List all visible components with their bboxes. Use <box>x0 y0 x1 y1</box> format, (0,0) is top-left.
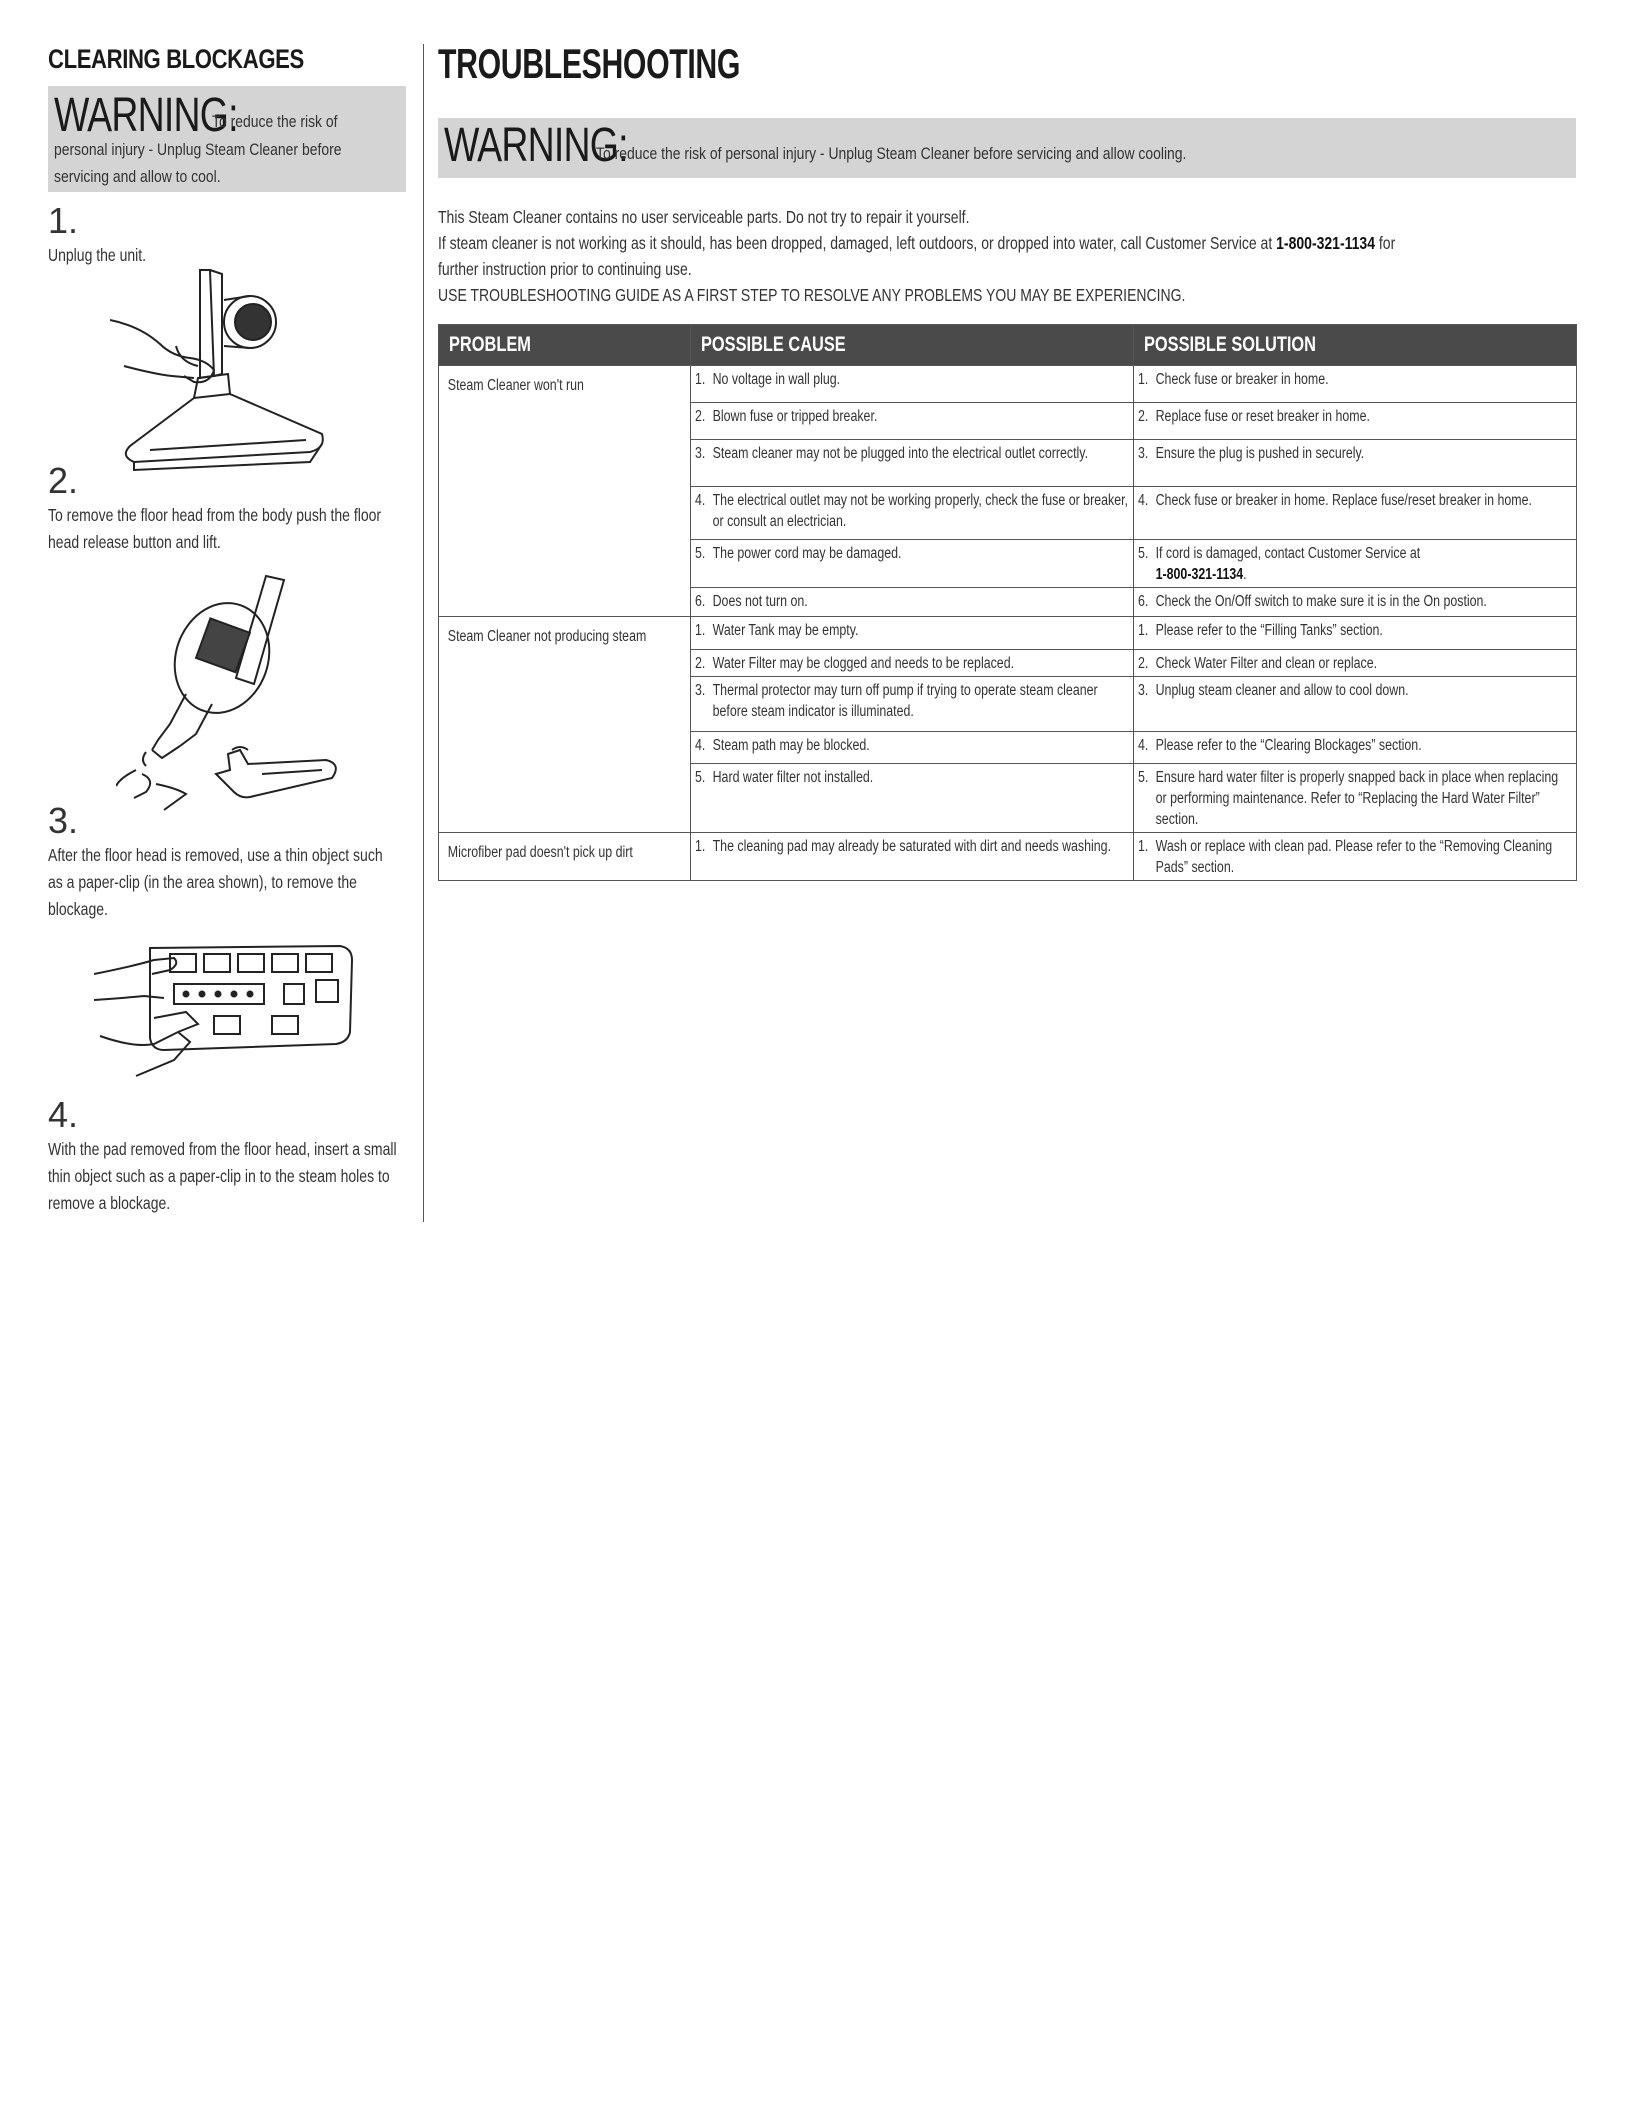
right-warning-text: To reduce the risk of personal injury - Unplug Steam Cleaner before servicing and allow cooling. <box>596 144 1187 163</box>
step-4-number: 4. <box>48 1094 79 1135</box>
cause-cell: 2. Blown fuse or tripped breaker. <box>691 403 1134 440</box>
cause-cell: 4. The electrical outlet may not be working properly, check the fuse or breaker, or consult an electrician. <box>691 487 1134 540</box>
solution-cell: 3. Ensure the plug is pushed in securely. <box>1134 440 1577 487</box>
solution-cell: 1. Please refer to the “Filling Tanks” section. <box>1134 617 1577 650</box>
header-problem: PROBLEM <box>439 325 691 366</box>
left-warning-text: personal injury - Unplug Steam Cleaner before servicing and allow to cool. <box>54 140 342 186</box>
floor-head-removal-illustration <box>116 574 346 814</box>
step-2-number: 2. <box>48 460 79 501</box>
troubleshooting-intro <box>438 204 1558 308</box>
solution-cell: 6. Check the On/Off switch to make sure it is in the On postion. <box>1134 588 1577 617</box>
problem-cell: Microfiber pad doesn't pick up dirt <box>439 833 691 881</box>
step-4-text: With the pad removed from the floor head, insert a small thin object such as a paper-clip in to the steam holes to remove a blockage. <box>48 1139 397 1213</box>
cause-cell: 4. Steam path may be blocked. <box>691 732 1134 764</box>
problem-cell: Steam Cleaner won't run <box>439 366 691 617</box>
table-row <box>439 366 1577 403</box>
header-possible-solution: POSSIBLE SOLUTION <box>1134 325 1577 366</box>
cause-cell: 6. Does not turn on. <box>691 588 1134 617</box>
column-divider <box>423 44 424 1222</box>
clearing-blockages-title: CLEARING BLOCKAGES <box>48 44 304 74</box>
table-row <box>439 833 1577 881</box>
solution-cell: 4. Please refer to the “Clearing Blockages” section. <box>1134 732 1577 764</box>
cause-cell: 2. Water Filter may be clogged and needs to be replaced. <box>691 650 1134 677</box>
step-3-number: 3. <box>48 800 79 841</box>
cause-cell: 1. Water Tank may be empty. <box>691 617 1134 650</box>
blockage-removal-illustration <box>94 940 354 1080</box>
step-3-text: After the floor head is removed, use a thin object such as a paper-clip (in the area shown), to remove the blockage. <box>48 845 383 919</box>
cause-cell: 5. Hard water filter not installed. <box>691 764 1134 833</box>
table-row <box>439 617 1577 650</box>
solution-cell: 2. Replace fuse or reset breaker in home. <box>1134 403 1577 440</box>
step-2-text: To remove the floor head from the body push the floor head release button and lift. <box>48 505 382 552</box>
intro-line-2: If steam cleaner is not working as it should, has been dropped, damaged, left outdoors, or dropped into water, call Customer Service at 1-800-321-1134 for <box>438 233 1396 253</box>
solution-cell: 5. If cord is damaged, contact Customer Service at 1-800-321-1134. <box>1134 540 1577 588</box>
troubleshooting-title: TROUBLESHOOTING <box>438 40 741 87</box>
table-header-row <box>439 325 1577 366</box>
right-warning-label: WARNING: <box>444 119 628 172</box>
cause-cell: 5. The power cord may be damaged. <box>691 540 1134 588</box>
step-1-number: 1. <box>48 200 79 241</box>
header-possible-cause: POSSIBLE CAUSE <box>691 325 1134 366</box>
cause-cell: 3. Steam cleaner may not be plugged into the electrical outlet correctly. <box>691 440 1134 487</box>
solution-cell: 4. Check fuse or breaker in home. Replace fuse/reset breaker in home. <box>1134 487 1577 540</box>
left-warning-inline: To reduce the risk of <box>212 112 338 131</box>
solution-cell: 1. Check fuse or breaker in home. <box>1134 366 1577 403</box>
solution-cell: 2. Check Water Filter and clean or replace. <box>1134 650 1577 677</box>
intro-line-4: USE TROUBLESHOOTING GUIDE AS A FIRST STEP TO RESOLVE ANY PROBLEMS YOU MAY BE EXPERIENCING. <box>438 285 1186 305</box>
cord-damage-phone: 1-800-321-1134 <box>1155 566 1244 583</box>
cause-cell: 1. No voltage in wall plug. <box>691 366 1134 403</box>
cause-cell: 3. Thermal protector may turn off pump if trying to operate steam cleaner before steam indicator is illuminated. <box>691 677 1134 732</box>
left-warning-label: WARNING: <box>54 89 238 142</box>
solution-cell: 5. Ensure hard water filter is properly snapped back in place when replacing or performing maintenance. Refer to “Replacing the Hard Water Filter” section. <box>1134 764 1577 833</box>
customer-service-phone: 1-800-321-1134 <box>1276 233 1375 253</box>
intro-line-3: further instruction prior to continuing use. <box>438 259 692 279</box>
right-warning-box <box>438 118 1576 178</box>
problem-cell: Steam Cleaner not producing steam <box>439 617 691 833</box>
left-warning-box <box>48 86 406 192</box>
troubleshooting-table <box>438 324 1577 881</box>
solution-cell: 3. Unplug steam cleaner and allow to cool down. <box>1134 677 1577 732</box>
unplug-illustration <box>110 266 350 486</box>
cause-cell: 1. The cleaning pad may already be saturated with dirt and needs washing. <box>691 833 1134 881</box>
solution-cell: 1. Wash or replace with clean pad. Please refer to the “Removing Cleaning Pads” section. <box>1134 833 1577 881</box>
intro-line-1: This Steam Cleaner contains no user serviceable parts. Do not try to repair it yourself. <box>438 207 970 227</box>
step-1-text: Unplug the unit. <box>48 245 147 265</box>
